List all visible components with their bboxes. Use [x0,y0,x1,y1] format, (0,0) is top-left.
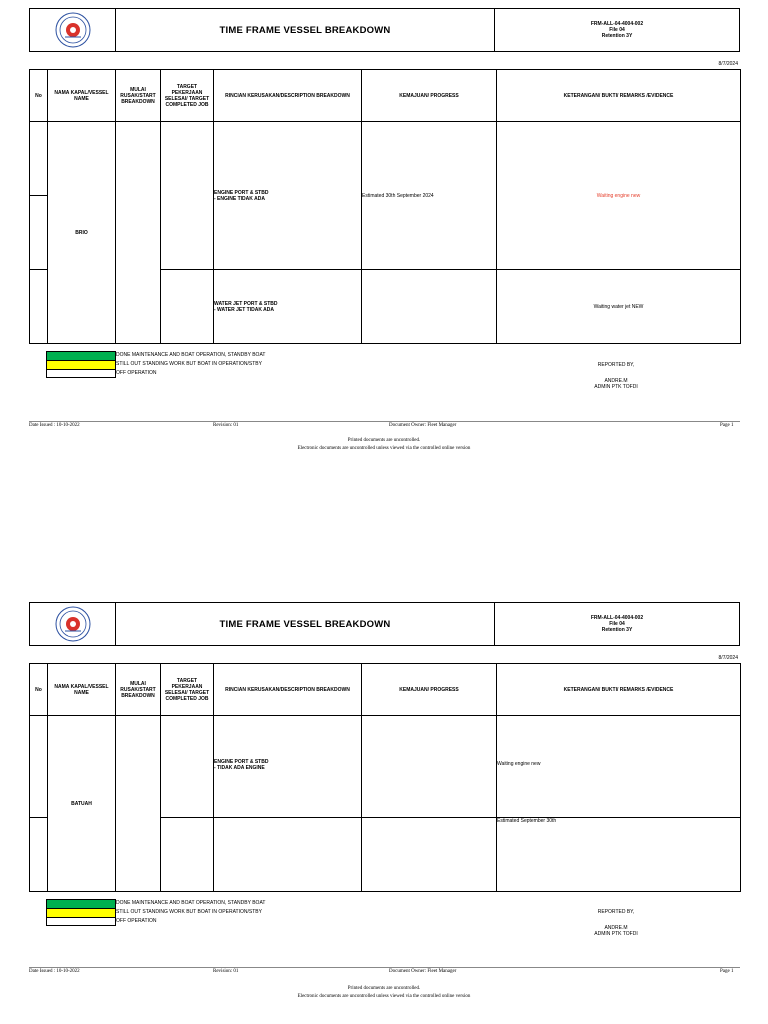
table-row [30,122,741,196]
legend-white-swatch [46,917,116,926]
col-target: TARGET PEKERJAAN SELESAI/ TARGET COMPLETED JOB [161,70,214,122]
form-code: FRM-ALL-04-4004-002 [590,615,644,621]
report-date: 8/7/2024 [718,655,738,661]
target-cell [161,818,214,892]
document-header [29,602,740,646]
footer-divider [29,967,740,968]
col-description: RINCIAN KERUSAKAN/DESCRIPTION BREAKDOWN [214,664,362,716]
document-meta [495,9,739,51]
legend-labels [116,351,265,378]
remark-cell: Estimated September 30th [497,818,741,892]
company-seal-icon [55,606,91,642]
col-description: RINCIAN KERUSAKAN/DESCRIPTION BREAKDOWN [214,70,362,122]
revision: Revision: 01 [213,423,239,428]
progress-cell [362,818,497,892]
legend-green-swatch [46,351,116,360]
remark-cell: Waiting engine new [497,716,741,818]
retention: Retention 3Y [601,33,633,39]
legend-white-label: OFF OPERATION [116,370,157,376]
reported-label: REPORTED BY, [597,362,635,368]
legend-labels [116,899,265,926]
col-target: TARGET PEKERJAAN SELESAI/ TARGET COMPLETED JOB [161,664,214,716]
remark-cell: Waiting water jet NEW [497,270,741,344]
no-cell [30,270,48,344]
footer-divider [29,421,740,422]
col-remarks: KETERANGAN/ BUKTI/ REMARKS /EVIDENCE [497,664,741,716]
description-line: - TIDAK ADA ENGINE [214,765,265,771]
legend-swatches [46,351,116,378]
file-number: File 04 [609,27,625,33]
breakdown-table [29,69,741,344]
description-line: ENGINE PORT & STBD [214,189,269,196]
target-cell [161,716,214,818]
progress-cell: Estimated 30th September 2024 [362,122,497,270]
date-issued: Date Issued : 10-10-2022 [29,423,80,428]
retention: Retention 3Y [601,627,633,633]
vessel-name: BRIO [48,122,116,344]
description-line: - WATER JET TIDAK ADA [214,306,274,313]
reported-by [560,362,672,390]
col-vessel: NAMA KAPAL/VESSEL NAME [48,70,116,122]
remark-cell: Waiting engine new [497,122,741,270]
legend-green-swatch [46,899,116,908]
legend-yellow-swatch [46,908,116,917]
page-number: Page 1 [720,423,734,428]
legend-yellow-label: STILL OUT STANDING WORK BUT BOAT IN OPERATION/STBY [116,361,262,367]
no-cell [30,716,48,818]
target-cell [161,122,214,270]
table-row [30,716,741,818]
footer-note: Electronic documents are uncontrolled unless viewed via the controlled online version [297,446,471,451]
date-issued: Date Issued : 10-10-2022 [29,969,80,974]
description-line: ENGINE PORT & STBD [214,759,269,765]
report-date: 8/7/2024 [718,61,738,67]
legend-white-label: OFF OPERATION [116,918,157,924]
col-progress: KEMAJUAN/ PROGRESS [362,70,497,122]
progress-cell [362,270,497,344]
reporter-name: ANDRE.M [604,925,628,931]
company-seal-icon [55,12,91,48]
vessel-name: BATUAH [48,716,116,892]
legend-green-label: DONE MAINTENANCE AND BOAT OPERATION, STANDBY BOAT [116,352,266,358]
col-remarks: KETERANGAN/ BUKTI/ REMARKS /EVIDENCE [497,70,741,122]
document-header [29,8,740,52]
col-progress: KEMAJUAN/ PROGRESS [362,664,497,716]
footer-note: Printed documents are uncontrolled. [347,438,421,443]
reporter-role: ADMIN PTK TOFDI [594,931,638,937]
company-logo [30,9,116,51]
description-cell [214,122,362,270]
target-cell [161,270,214,344]
breakdown-table [29,663,741,892]
reported-by [560,909,672,937]
legend-white-swatch [46,369,116,378]
no-cell [30,818,48,892]
col-vessel: NAMA KAPAL/VESSEL NAME [48,664,116,716]
progress-cell [362,716,497,818]
description-cell [214,270,362,344]
page-number: Page 1 [720,969,734,974]
no-cell [30,122,48,196]
legend-yellow-label: STILL OUT STANDING WORK BUT BOAT IN OPERATION/STBY [116,909,262,915]
footer-note: Printed documents are uncontrolled. [347,986,421,991]
no-cell [30,196,48,270]
table-header-row [30,664,741,716]
col-no: No [30,70,48,122]
reported-label: REPORTED BY, [597,909,635,915]
legend-yellow-swatch [46,360,116,369]
col-start: MULAI RUSAK/START BREAKDOWN [116,664,161,716]
start-cell [116,122,161,344]
company-logo [30,603,116,645]
file-number: File 04 [609,621,625,627]
document-owner: Document Owner: Fleet Manager [389,969,457,974]
legend-green-label: DONE MAINTENANCE AND BOAT OPERATION, STANDBY BOAT [116,900,266,906]
document-title: TIME FRAME VESSEL BREAKDOWN [116,603,495,645]
legend-swatches [46,899,116,926]
description-cell [214,818,362,892]
form-code: FRM-ALL-04-4004-002 [590,21,644,27]
col-no: No [30,664,48,716]
description-line: WATER JET PORT & STBD [214,300,278,307]
reporter-role: ADMIN PTK TOFDI [594,384,638,390]
document-owner: Document Owner: Fleet Manager [389,423,457,428]
description-cell [214,716,362,818]
footer-notes [0,985,768,1001]
document-title: TIME FRAME VESSEL BREAKDOWN [116,9,495,51]
footer-notes [0,437,768,453]
start-cell [116,716,161,892]
document-meta [495,603,739,645]
revision: Revision: 01 [213,969,239,974]
reporter-name: ANDRE.M [604,378,628,384]
col-start: MULAI RUSAK/START BREAKDOWN [116,70,161,122]
footer-note: Electronic documents are uncontrolled unless viewed via the controlled online version [297,994,471,999]
table-header-row [30,70,741,122]
description-line: - ENGINE TIDAK ADA [214,195,265,202]
